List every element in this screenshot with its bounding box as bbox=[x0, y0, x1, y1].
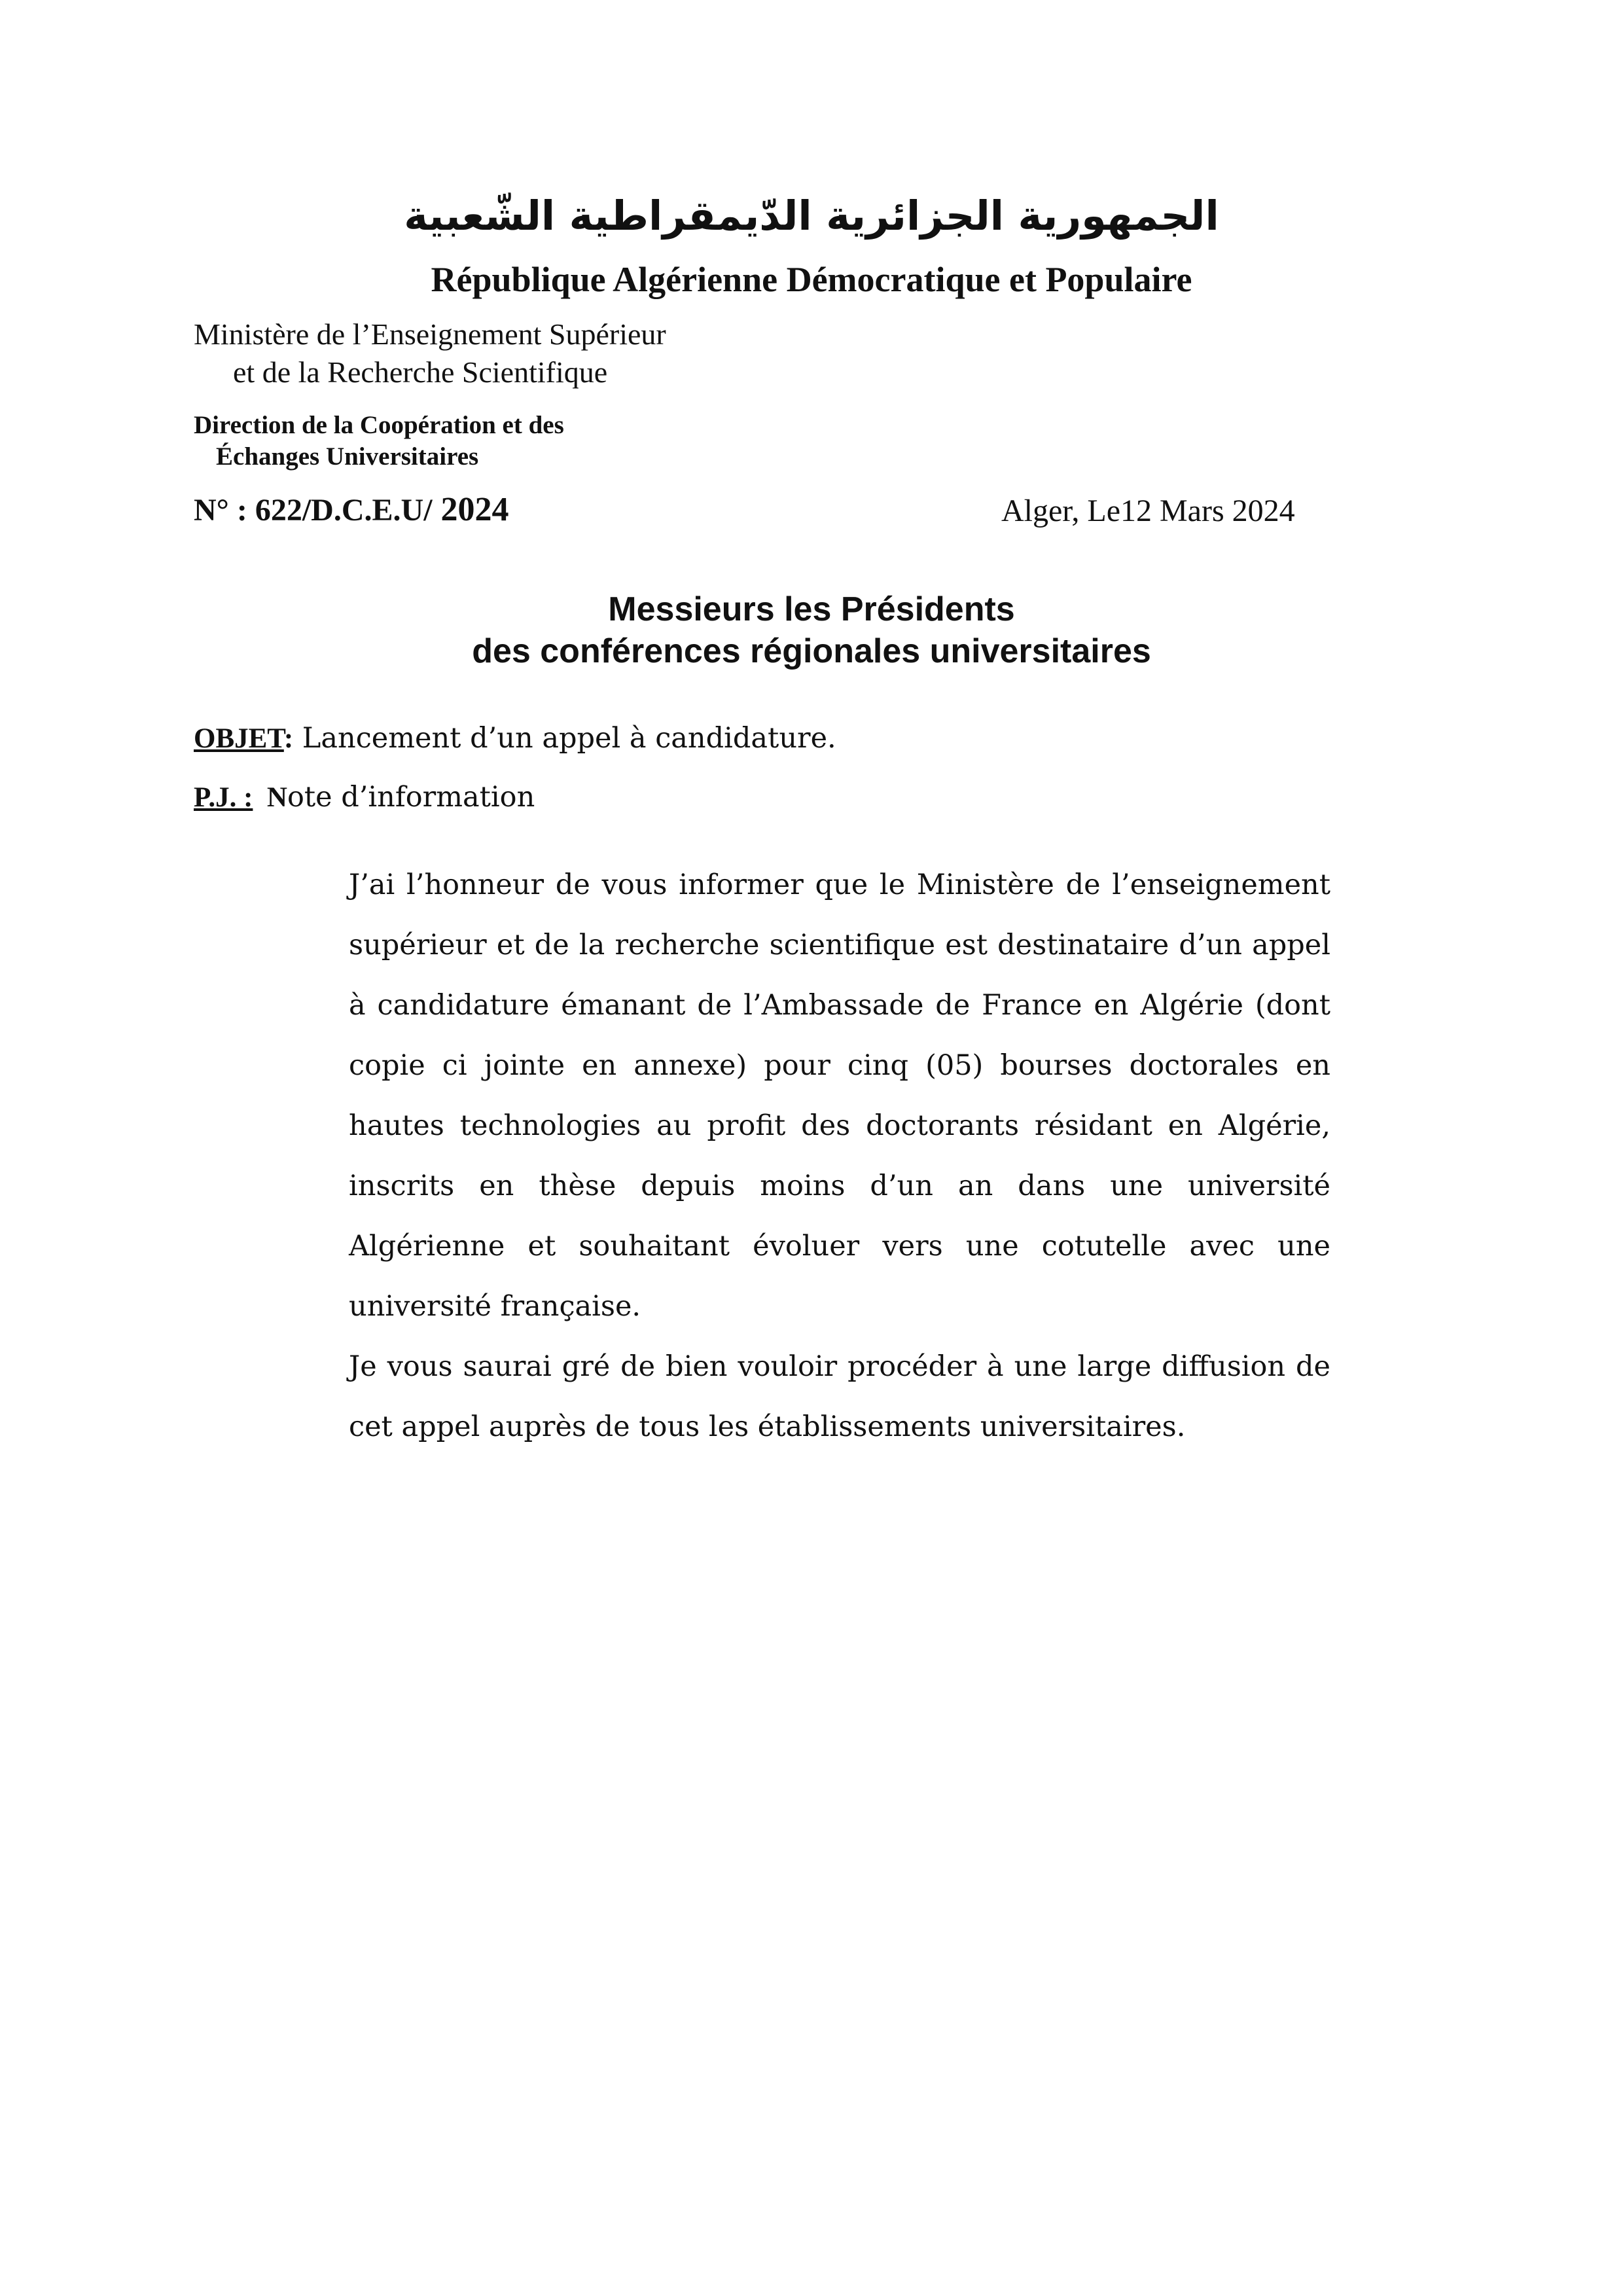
place-date: Alger, Le12 Mars 2024 bbox=[1001, 493, 1295, 528]
body-line: Algérienne et souhaitant évoluer vers une cotutelle avec une bbox=[349, 1230, 1330, 1263]
direction-line-1: Direction de la Coopération et des bbox=[194, 411, 564, 439]
body-line: hautes technologies au profit des doctorants résidant en Algérie, bbox=[349, 1109, 1330, 1142]
body-line: cet appel auprès de tous les établissements universitaires. bbox=[349, 1410, 1186, 1443]
reference-number bbox=[194, 490, 509, 531]
pj-text: ote d’information bbox=[287, 781, 535, 814]
letter-body bbox=[349, 855, 1330, 1457]
objet-label: OBJET bbox=[194, 723, 284, 754]
pj-label: P.J. : bbox=[194, 782, 253, 813]
arabic-republic-title: الجمهورية الجزائرية الدّيمقراطية الشّعبية bbox=[404, 192, 1219, 240]
body-line: inscrits en thèse depuis moins d’un an dans une université bbox=[349, 1170, 1330, 1202]
body-line: université française. bbox=[349, 1290, 641, 1323]
ministry-line-1: Ministère de l’Enseignement Supérieur bbox=[194, 317, 666, 351]
addressee-line-1: Messieurs les Présidents bbox=[608, 590, 1015, 628]
objet-text: Lancement d’un appel à candidature. bbox=[293, 722, 836, 755]
body-line: J’ai l’honneur de vous informer que le Ministère de l’enseignement bbox=[349, 869, 1330, 901]
direction-line-2: Échanges Universitaires bbox=[216, 442, 479, 471]
body-line: supérieur et de la recherche scientifique est destinataire d’un appel bbox=[349, 929, 1330, 961]
body-line: Je vous saurai gré de bien vouloir procéder à une large diffusion de bbox=[349, 1350, 1330, 1383]
pj-initial: N bbox=[253, 782, 287, 813]
body-line: à candidature émanant de l’Ambassade de France en Algérie (dont bbox=[349, 989, 1330, 1022]
reference-number-prefix: N° : 622/D.C.E.U/ bbox=[194, 493, 433, 528]
body-line: copie ci jointe en annexe) pour cinq (05) bourses doctorales en bbox=[349, 1049, 1330, 1082]
ministry-line-2: et de la Recherche Scientifique bbox=[233, 355, 608, 389]
reference-number-year: 2024 bbox=[432, 491, 509, 528]
objet-line bbox=[194, 719, 836, 759]
objet-colon: : bbox=[283, 723, 294, 754]
republic-title: République Algérienne Démocratique et Populaire bbox=[431, 260, 1192, 299]
addressee-line-2: des conférences régionales universitaires bbox=[472, 632, 1151, 670]
pj-line bbox=[194, 778, 535, 817]
